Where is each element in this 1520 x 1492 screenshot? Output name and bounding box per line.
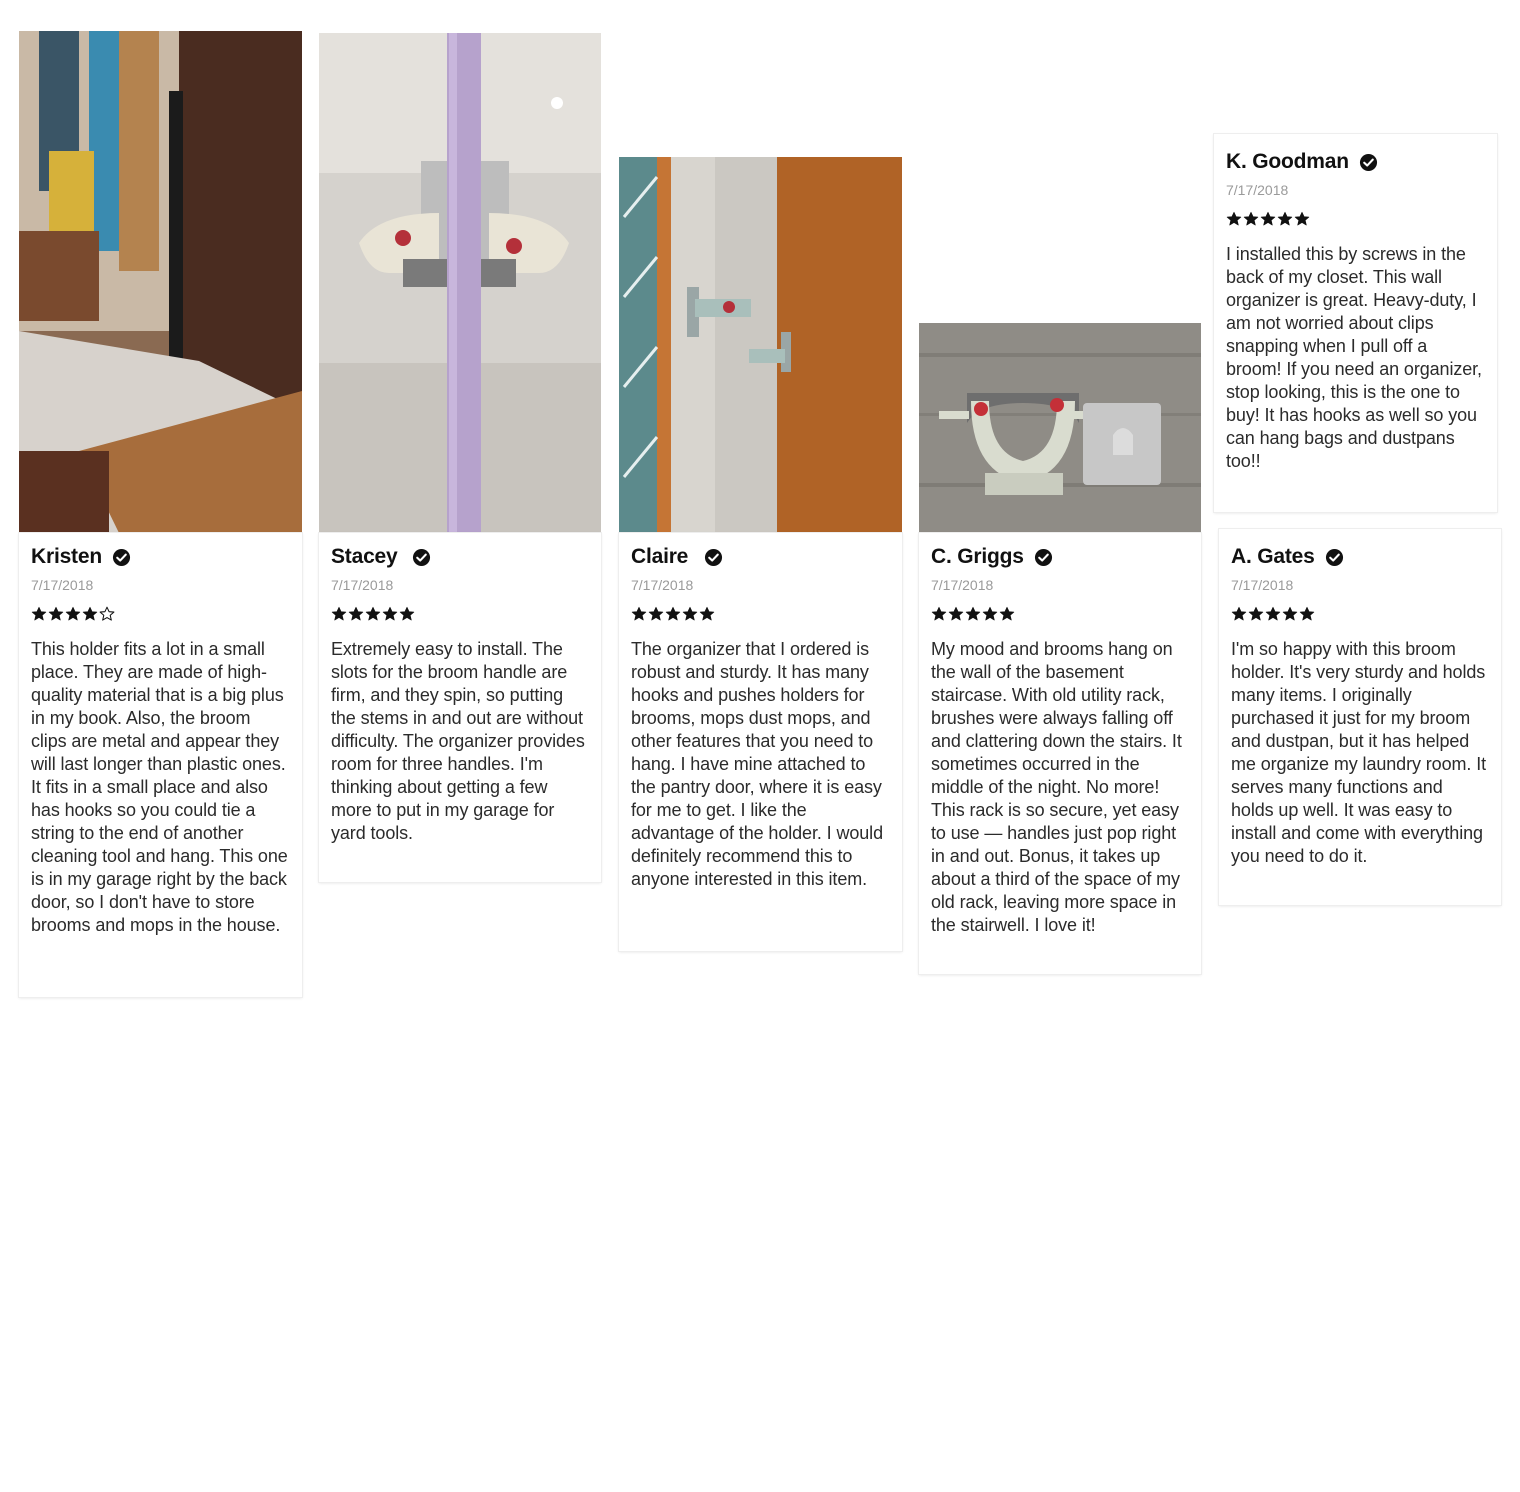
reviewer-header: [331, 543, 589, 571]
star-filled-icon: [1277, 211, 1293, 227]
review-photo-stacey[interactable]: [319, 33, 601, 534]
star-filled-icon: [931, 606, 947, 622]
review-text: The organizer that I ordered is robust and sturdy. It has many hooks and pushes holders for brooms, mops dust mops, and other features that you need to hang. I have mine attached to the pantry door, where it is easy for me to get. I like the advantage of the holder. I would definitely recommend this to anyone interested in this item.: [631, 639, 883, 889]
review-photo-claire[interactable]: [619, 157, 902, 535]
reviewer-name: Claire: [631, 545, 689, 568]
star-filled-icon: [1231, 606, 1247, 622]
star-filled-icon: [965, 606, 981, 622]
star-rating: [931, 606, 1189, 626]
star-filled-icon: [982, 606, 998, 622]
star-filled-icon: [948, 606, 964, 622]
star-filled-icon: [31, 606, 47, 622]
reviewer-name: C. Griggs: [931, 545, 1024, 568]
review-card: [19, 533, 302, 997]
review-card: [919, 533, 1201, 974]
star-filled-icon: [82, 606, 98, 622]
star-filled-icon: [1265, 606, 1281, 622]
review-date: 7/17/2018: [1226, 182, 1289, 198]
reviewer-name: A. Gates: [1231, 545, 1315, 568]
review-text: This holder fits a lot in a small place. They are made of high-quality material that is a big plus in my book. Also, the broom clips are metal and appear they will last longer than plastic ones. It fits in a small place and also has hooks so you could tie a string to the end of another cleaning tool and hang. This one is in my garage right by the back door, so I don't have to store brooms and mops in the house.: [31, 639, 288, 935]
review-date: 7/17/2018: [331, 577, 394, 593]
review-card: [619, 533, 902, 951]
review-photo-kristen[interactable]: [19, 31, 302, 533]
reviewer-header: [31, 543, 290, 571]
star-filled-icon: [648, 606, 664, 622]
star-filled-icon: [682, 606, 698, 622]
review-card: [1214, 134, 1497, 512]
star-filled-icon: [999, 606, 1015, 622]
review-text: Extremely easy to install. The slots for the broom handle are firm, and they spin, so putting the stems in and out are without difficulty. The organizer provides room for three handles. I'm thinking about getting a few more to put in my garage for yard tools.: [331, 639, 585, 843]
verified-check-icon: [112, 548, 131, 567]
star-filled-icon: [65, 606, 81, 622]
star-filled-icon: [1226, 211, 1242, 227]
review-photo-c-griggs[interactable]: [919, 323, 1201, 534]
star-filled-icon: [48, 606, 64, 622]
review-card: [1219, 529, 1501, 905]
review-text: My mood and brooms hang on the wall of the basement staircase. With old utility rack, brushes were always falling off and clattering down the stairs. It sometimes occurred in the middle of the night. No more! This rack is so secure, yet easy to use — handles just pop right in and out. Bonus, it takes up about a third of the space of my old rack, leaving more space in the stairwell. I love it!: [931, 639, 1182, 935]
reviewer-name: Kristen: [31, 545, 102, 568]
review-date: 7/17/2018: [31, 577, 94, 593]
star-empty-icon: [99, 606, 115, 622]
star-filled-icon: [631, 606, 647, 622]
verified-check-icon: [1325, 548, 1344, 567]
star-filled-icon: [348, 606, 364, 622]
star-filled-icon: [331, 606, 347, 622]
review-date: 7/17/2018: [1231, 577, 1294, 593]
verified-check-icon: [1359, 153, 1378, 172]
star-rating: [1231, 606, 1489, 626]
star-filled-icon: [365, 606, 381, 622]
review-text: I installed this by screws in the back of my closet. This wall organizer is great. Heavy-duty, I am not worried about clips snapping when I pull off a broom! If you need an organizer, stop looking, this is the one to buy! It has hooks as well so you can hang bags and dustpans too!!: [1226, 244, 1482, 471]
review-text: I'm so happy with this broom holder. It's very sturdy and holds many items. I originally purchased it just for my broom and dustpan, but it has helped me organize my laundry room. It serves many functions and holds up well. It was easy to install and come with everything you need to do it.: [1231, 639, 1486, 866]
star-filled-icon: [699, 606, 715, 622]
review-card: [319, 533, 601, 882]
star-filled-icon: [1282, 606, 1298, 622]
reviewer-name: K. Goodman: [1226, 150, 1349, 173]
star-rating: [31, 606, 290, 626]
verified-check-icon: [1034, 548, 1053, 567]
reviewer-header: [1226, 148, 1485, 176]
star-filled-icon: [1243, 211, 1259, 227]
review-date: 7/17/2018: [631, 577, 694, 593]
star-filled-icon: [1299, 606, 1315, 622]
reviewer-header: [1231, 543, 1489, 571]
star-filled-icon: [382, 606, 398, 622]
review-date: 7/17/2018: [931, 577, 994, 593]
star-rating: [1226, 211, 1485, 231]
star-filled-icon: [399, 606, 415, 622]
star-filled-icon: [1294, 211, 1310, 227]
verified-check-icon: [704, 548, 723, 567]
star-filled-icon: [1260, 211, 1276, 227]
reviewer-name: Stacey: [331, 545, 398, 568]
star-filled-icon: [665, 606, 681, 622]
verified-check-icon: [412, 548, 431, 567]
star-rating: [631, 606, 890, 626]
reviewer-header: [631, 543, 890, 571]
star-filled-icon: [1248, 606, 1264, 622]
reviewer-header: [931, 543, 1189, 571]
star-rating: [331, 606, 589, 626]
